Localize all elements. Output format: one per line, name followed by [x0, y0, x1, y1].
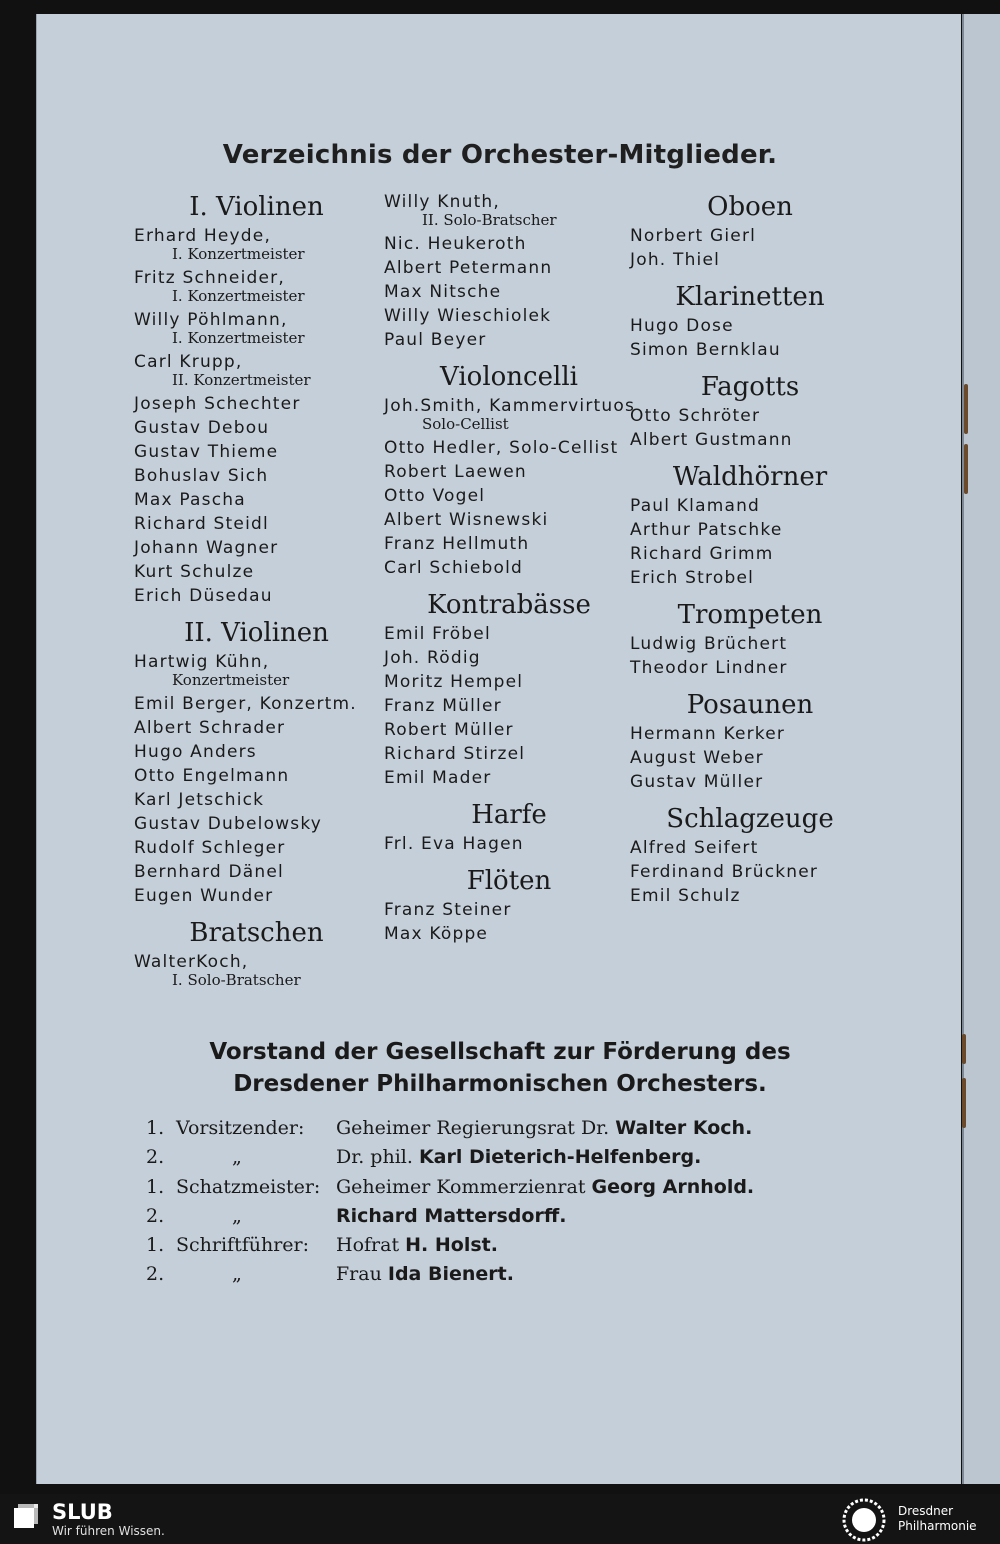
partner-name-line-1: Dresdner: [898, 1504, 954, 1518]
member-name: Joh.Smith, Kammervirtuos: [384, 396, 636, 416]
board-row-number: 2.: [146, 1263, 165, 1285]
board-member-title: Dr. phil.: [336, 1146, 413, 1168]
board-member: [336, 1263, 514, 1285]
member-name: Albert Petermann: [384, 258, 553, 278]
member-name: Albert Schrader: [134, 718, 286, 738]
member-name: Franz Steiner: [384, 900, 512, 920]
member-name: Hugo Dose: [630, 316, 734, 336]
section-heading: Flöten: [466, 866, 552, 896]
member-name: Erich Düsedau: [134, 586, 273, 606]
section: [384, 190, 634, 352]
member-name: Johann Wagner: [134, 538, 279, 558]
section: [134, 916, 379, 989]
board-role: Schatzmeister:: [176, 1176, 321, 1198]
member-name: Gustav Thieme: [134, 442, 279, 462]
section: [630, 598, 870, 680]
section-heading: II. Violinen: [184, 618, 329, 648]
section: [384, 360, 634, 580]
member-name: Gustav Dubelowsky: [134, 814, 323, 834]
facing-page-edge: [962, 14, 1000, 1484]
orchestra-column-3: [630, 190, 870, 916]
member-name: Robert Laewen: [384, 462, 527, 482]
member-name: Kurt Schulze: [134, 562, 255, 582]
board-member-name: Georg Arnhold.: [591, 1176, 755, 1198]
board-member: [336, 1117, 752, 1139]
section-heading: Kontrabässe: [427, 590, 591, 620]
orchestra-column-2: [384, 190, 634, 954]
member-name: Karl Jetschick: [134, 790, 265, 810]
board-member-title: Frau: [336, 1263, 382, 1285]
board-member-title: Geheimer Kommerzienrat: [336, 1176, 586, 1198]
library-tagline: Wir führen Wissen.: [52, 1524, 165, 1538]
member-name: Bohuslav Sich: [134, 466, 269, 486]
member-name: Paul Klamand: [630, 496, 761, 516]
member-name: Hartwig Kühn,: [134, 652, 270, 672]
section: [384, 864, 634, 946]
member-name: Otto Schröter: [630, 406, 761, 426]
board-member-name: Ida Bienert.: [387, 1263, 514, 1285]
viewer-footer: [0, 1494, 1000, 1544]
member-name: Otto Engelmann: [134, 766, 290, 786]
board-row-number: 1.: [146, 1117, 165, 1139]
member-name: Hermann Kerker: [630, 724, 786, 744]
board-member: [336, 1205, 566, 1227]
section-heading: Violoncelli: [440, 362, 578, 392]
member-role: II. Konzertmeister: [172, 371, 311, 389]
board-member-title: Hofrat: [336, 1234, 400, 1256]
member-name: Moritz Hempel: [384, 672, 524, 692]
member-name: Willy Knuth,: [384, 192, 501, 212]
board-role: Vorsitzender:: [176, 1117, 305, 1139]
board-row-number: 1.: [146, 1234, 165, 1256]
section: [384, 798, 634, 856]
member-name: Emil Schulz: [630, 886, 741, 906]
member-name: Paul Beyer: [384, 330, 487, 350]
member-name: Max Köppe: [384, 924, 489, 944]
member-name: Albert Gustmann: [630, 430, 793, 450]
board-title-line-1: Vorstand der Gesellschaft zur Förderung des: [209, 1039, 791, 1065]
member-name: Norbert Gierl: [630, 226, 757, 246]
member-name: Joh. Thiel: [630, 250, 721, 270]
member-name: Arthur Patschke: [630, 520, 783, 540]
member-name: Alfred Seifert: [630, 838, 759, 858]
partner-name-line-2: Philharmonie: [898, 1519, 977, 1533]
board-row-number: 1.: [146, 1176, 165, 1198]
board-role: Schriftführer:: [176, 1234, 310, 1256]
member-name: Richard Grimm: [630, 544, 774, 564]
library-name: SLUB: [52, 1500, 113, 1524]
section-heading: Trompeten: [677, 600, 823, 630]
section: [134, 616, 379, 908]
section: [630, 802, 870, 908]
section-heading: Klarinetten: [675, 282, 825, 312]
section: [630, 460, 870, 590]
member-name: Frl. Eva Hagen: [384, 834, 524, 854]
board-member-name: Walter Koch.: [615, 1117, 753, 1139]
member-name: Ludwig Brüchert: [630, 634, 788, 654]
board-member: [336, 1234, 498, 1256]
section: [630, 370, 870, 452]
board-row-number: 2.: [146, 1205, 165, 1227]
section-heading: Waldhörner: [672, 462, 828, 492]
section: [630, 280, 870, 362]
member-name: Emil Mader: [384, 768, 492, 788]
member-name: Simon Bernklau: [630, 340, 781, 360]
member-name: Bernhard Dänel: [134, 862, 284, 882]
board-title-line-2: Dresdener Philharmonischen Orchesters.: [233, 1071, 767, 1097]
section-heading: Fagotts: [700, 372, 800, 402]
member-name: Otto Hedler, Solo-Cellist: [384, 438, 619, 458]
member-name: Emil Fröbel: [384, 624, 491, 644]
member-name: Rudolf Schleger: [134, 838, 286, 858]
member-role: Solo-Cellist: [422, 415, 509, 433]
board-role: „: [232, 1263, 242, 1285]
member-name: Max Nitsche: [384, 282, 502, 302]
member-name: Richard Stirzel: [384, 744, 526, 764]
board-member-title: Geheimer Regierungsrat Dr.: [336, 1117, 610, 1139]
binding-stitch: [964, 444, 968, 494]
member-name: Joseph Schechter: [134, 394, 301, 414]
member-name: Eugen Wunder: [134, 886, 274, 906]
member-name: Gustav Müller: [630, 772, 764, 792]
binding-stitch: [964, 384, 968, 434]
member-name: Nic. Heukeroth: [384, 234, 527, 254]
section: [384, 588, 634, 790]
member-name: Otto Vogel: [384, 486, 486, 506]
section: [630, 190, 870, 272]
section: [630, 688, 870, 794]
member-name: Robert Müller: [384, 720, 514, 740]
section: [134, 190, 379, 608]
board-title: [0, 1036, 1000, 1100]
member-name: Max Pascha: [134, 490, 246, 510]
member-name: Albert Wisnewski: [384, 510, 549, 530]
member-name: Erhard Heyde,: [134, 226, 272, 246]
section-heading: Schlagzeuge: [666, 804, 834, 834]
section-heading: Bratschen: [189, 918, 324, 948]
board-member-name: Richard Mattersdorff.: [336, 1205, 567, 1227]
member-name: Emil Berger, Konzertm.: [134, 694, 357, 714]
section-heading: Oboen: [707, 192, 793, 222]
member-name: Carl Krupp,: [134, 352, 243, 372]
member-name: WalterKoch,: [134, 952, 249, 972]
member-name: Hugo Anders: [134, 742, 257, 762]
page-title: Verzeichnis der Orchester-Mitglieder.: [222, 140, 778, 170]
slub-logo-icon: [12, 1504, 38, 1530]
member-name: Ferdinand Brückner: [630, 862, 819, 882]
orchestra-column-1: [134, 190, 379, 997]
partner-name: [898, 1504, 977, 1534]
member-name: Willy Pöhlmann,: [134, 310, 288, 330]
member-name: Franz Müller: [384, 696, 502, 716]
board-member-name: Karl Dieterich-Helfenberg.: [418, 1146, 702, 1168]
member-name: Richard Steidl: [134, 514, 269, 534]
member-name: Joh. Rödig: [384, 648, 481, 668]
member-role: II. Solo-Bratscher: [422, 211, 557, 229]
philharmonie-logo-icon: [842, 1498, 886, 1542]
member-role: I. Konzertmeister: [172, 287, 305, 305]
member-name: Theodor Lindner: [630, 658, 788, 678]
section-heading: Posaunen: [686, 690, 814, 720]
board-member-name: H. Holst.: [405, 1234, 498, 1256]
section-heading: I. Violinen: [189, 192, 324, 222]
member-name: August Weber: [630, 748, 764, 768]
member-role: I. Konzertmeister: [172, 245, 305, 263]
board-role: „: [232, 1146, 242, 1168]
board-row-number: 2.: [146, 1146, 165, 1168]
board-role: „: [232, 1205, 242, 1227]
member-name: Carl Schiebold: [384, 558, 524, 578]
member-name: Gustav Debou: [134, 418, 270, 438]
member-role: I. Solo-Bratscher: [172, 971, 301, 989]
member-name: Fritz Schneider,: [134, 268, 285, 288]
member-role: Konzertmeister: [172, 671, 290, 689]
member-name: Erich Strobel: [630, 568, 755, 588]
member-name: Willy Wieschiolek: [384, 306, 552, 326]
member-role: I. Konzertmeister: [172, 329, 305, 347]
section-heading: Harfe: [471, 800, 547, 830]
board-member: [336, 1146, 701, 1168]
member-name: Franz Hellmuth: [384, 534, 530, 554]
board-member: [336, 1176, 754, 1198]
